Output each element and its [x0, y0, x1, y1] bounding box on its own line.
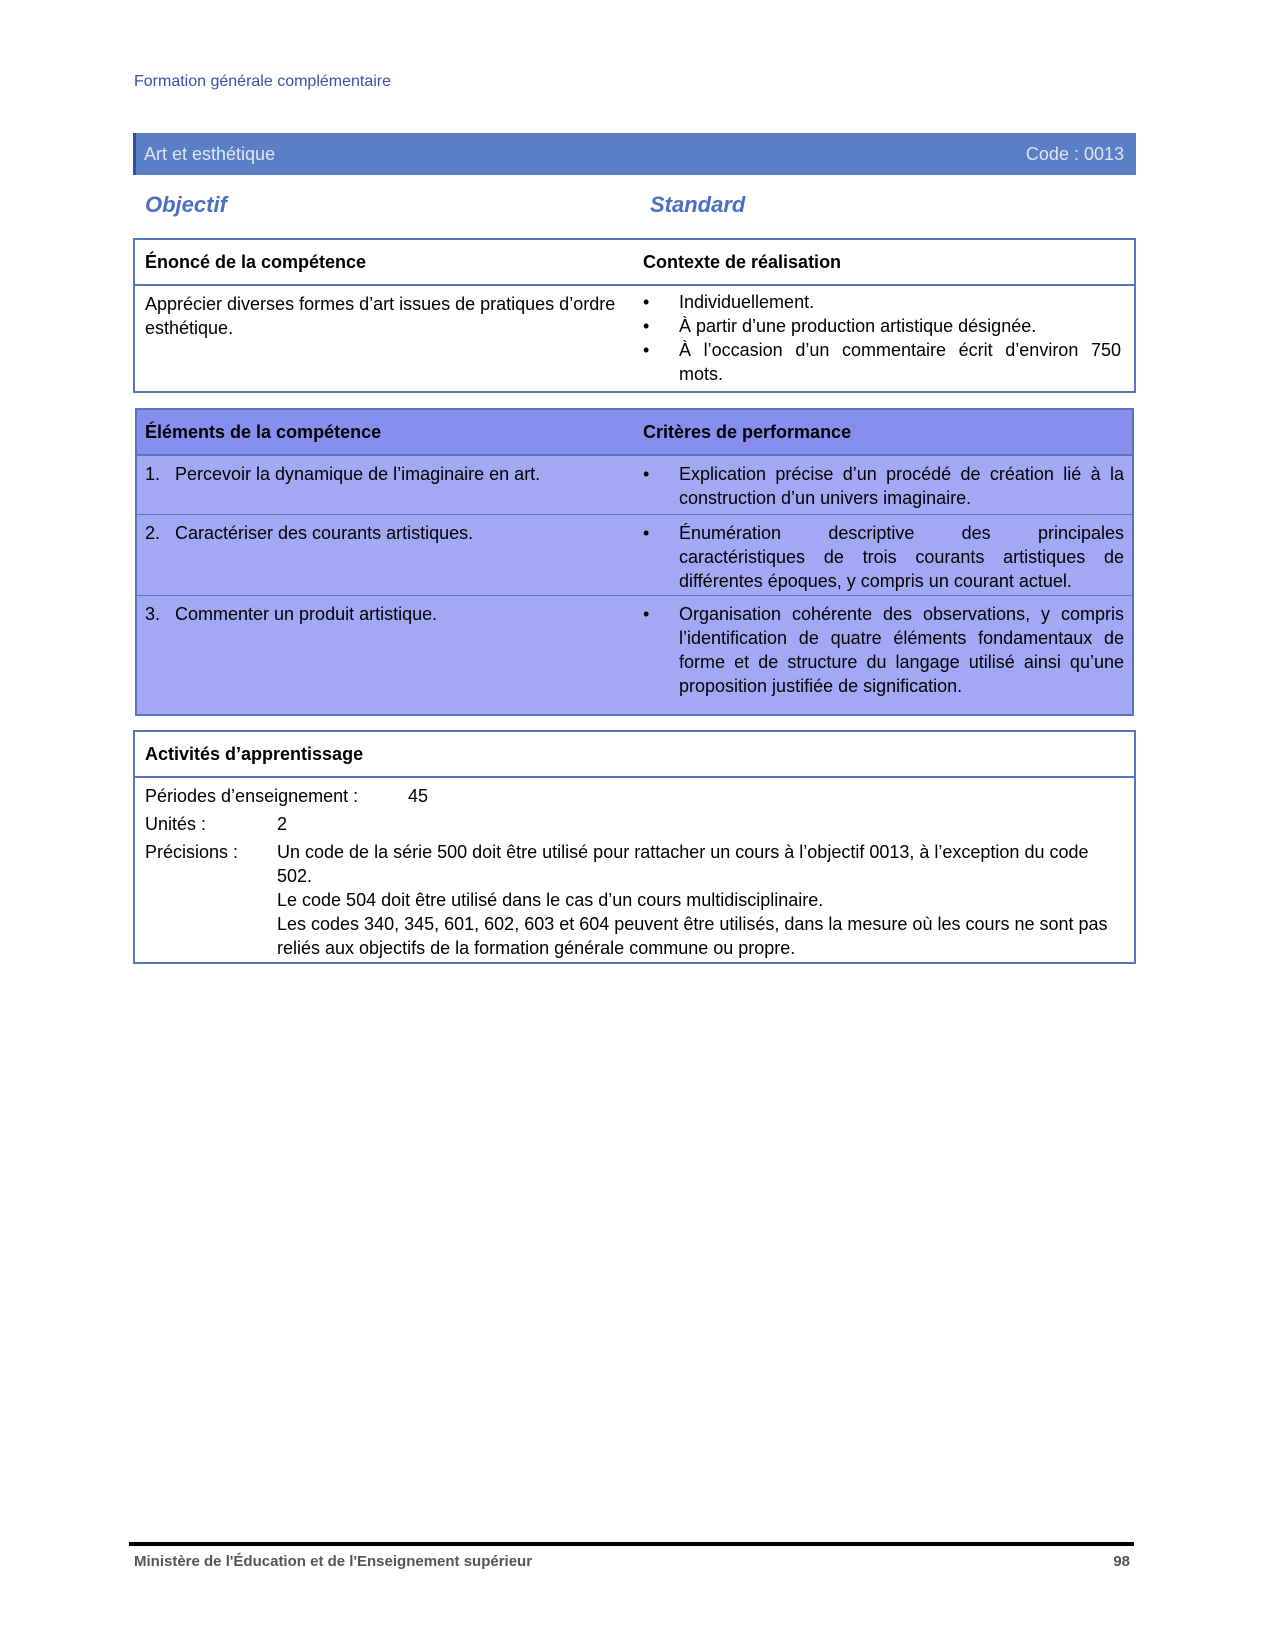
- footer-rule: [129, 1542, 1134, 1546]
- activites-label: Activités d’apprentissage: [145, 744, 364, 764]
- precisions-list: [277, 840, 1117, 960]
- element-row: [137, 456, 1132, 515]
- competence-box: [133, 238, 1136, 393]
- enonce-text: Apprécier diverses formes d’art issues de pratiques d’ordre esthétique.: [145, 294, 616, 338]
- element-number: 1.: [145, 464, 161, 484]
- standard-heading: Standard: [650, 192, 746, 217]
- section-title-bar: [133, 133, 1136, 175]
- subheadings: [0, 192, 1275, 222]
- elements-box-header: [137, 410, 1132, 456]
- critere-text: Explication précise d’un procédé de création lié à la construction d’un univers imaginaire.: [679, 464, 1124, 508]
- bullet-icon: •: [643, 464, 650, 484]
- unites-label: Unités :: [145, 814, 207, 834]
- contexte-text: Individuellement.: [679, 292, 815, 312]
- unites-value: 2: [277, 814, 288, 834]
- bullet-icon: •: [643, 604, 650, 624]
- critere-text: Énumération descriptive des principales caractéristiques de trois courants artistiques de différentes époques, y compris un courant actuel.: [679, 523, 1124, 591]
- element-text: Caractériser des courants artistiques.: [175, 523, 474, 543]
- elements-box: [135, 408, 1134, 716]
- critere-text: Organisation cohérente des observations, y compris l’identification de quatre éléments fondamentaux de forme et de structure du langage utilisé ainsi qu’une proposition justifiée de signification.: [679, 604, 1124, 696]
- periodes-label: Périodes d’enseignement :: [145, 786, 359, 806]
- element-row: [137, 515, 1132, 596]
- precision-item: Le code 504 doit être utilisé dans le cas d’un cours multidisciplinaire.: [277, 890, 824, 910]
- element-text: Commenter un produit artistique.: [175, 604, 438, 624]
- activites-box: [133, 730, 1136, 964]
- bullet-icon: •: [643, 340, 650, 360]
- objectif-heading: Objectif: [145, 192, 227, 217]
- bullet-icon: •: [643, 316, 650, 336]
- course-code: Code : 0013: [1025, 144, 1124, 164]
- precision-item: Un code de la série 500 doit être utilisé pour rattacher un cours à l’objectif 0013, à l’exception du code 502.: [277, 842, 1089, 886]
- element-number: 3.: [145, 604, 161, 624]
- contexte-text: À l’occasion d’un commentaire écrit d’environ 750 mots.: [679, 340, 1121, 384]
- periodes-value: 45: [408, 786, 429, 806]
- enonce-label: Énoncé de la compétence: [145, 252, 367, 272]
- bullet-icon: •: [643, 523, 650, 543]
- element-row: [137, 596, 1132, 712]
- running-header: Formation générale complémentaire: [134, 73, 392, 90]
- activites-box-header: [135, 732, 1134, 778]
- section-title: Art et esthétique: [144, 144, 276, 164]
- footer-ministry: Ministère de l'Éducation et de l'Enseignement supérieur: [134, 1553, 533, 1570]
- contexte-item: [643, 338, 1121, 386]
- page-number: 98: [1113, 1553, 1130, 1570]
- precision-item: Les codes 340, 345, 601, 602, 603 et 604 peuvent être utilisés, dans la mesure où les cours ne sont pas reliés aux objectifs de la formation générale commune ou propre.: [277, 914, 1108, 958]
- element-text: Percevoir la dynamique de l’imaginaire en art.: [175, 464, 541, 484]
- contexte-item: [643, 314, 1121, 338]
- contexte-item: [643, 290, 1121, 314]
- criteres-label: Critères de performance: [643, 422, 852, 442]
- elements-label: Éléments de la compétence: [145, 422, 382, 442]
- bullet-icon: •: [643, 292, 650, 312]
- competence-box-header: [135, 240, 1134, 286]
- contexte-label: Contexte de réalisation: [643, 252, 842, 272]
- element-number: 2.: [145, 523, 161, 543]
- precisions-label: Précisions :: [145, 842, 239, 862]
- contexte-text: À partir d’une production artistique désignée.: [679, 316, 1037, 336]
